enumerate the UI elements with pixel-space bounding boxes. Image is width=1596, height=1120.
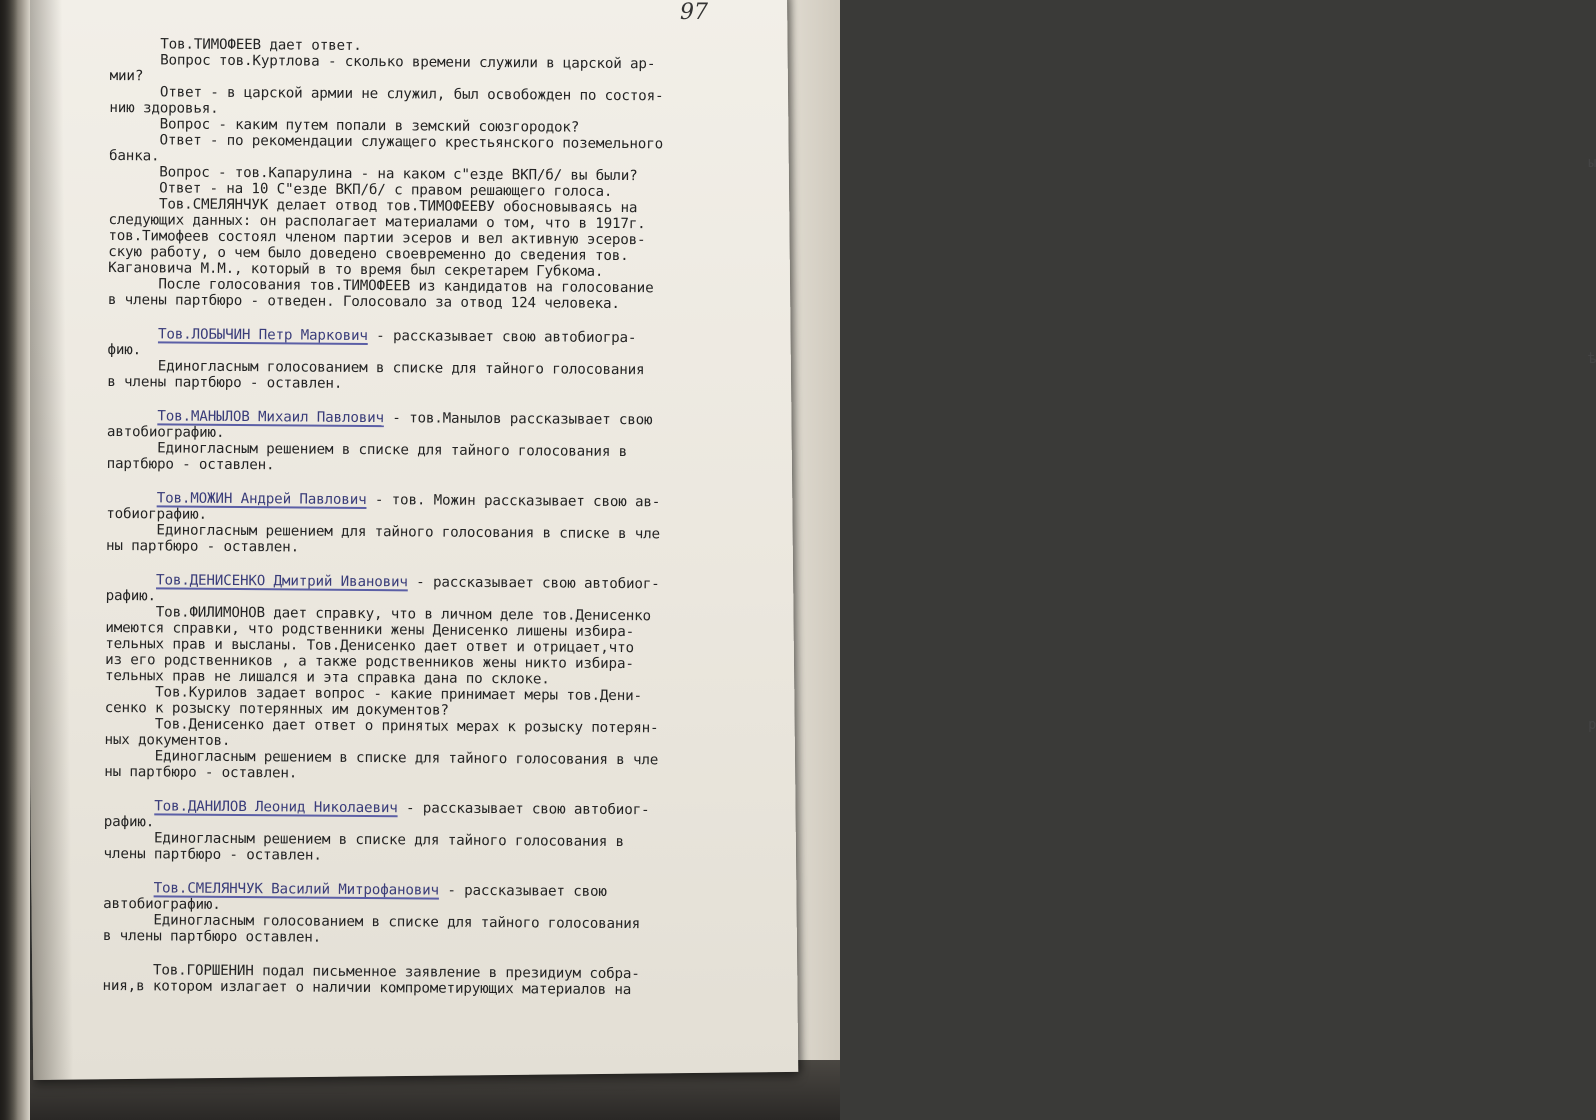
- text-line: в члены партбюро - оставлен.: [107, 373, 343, 392]
- text-line: имеются справки, что родственники жены Денисенко лишены избира-: [105, 619, 635, 641]
- text-line: Ответ - на 10 С"езде ВКП/б/ с правом решающего голоса.: [108, 179, 613, 200]
- text-line: банка.: [108, 147, 160, 165]
- text-line: Тов.ДЕНИСЕНКО Дмитрий Иванович - рассказывает свою автобиог-: [156, 572, 660, 593]
- text-line: Тов.ФИЛИМОНОВ дает справку, что в личном деле тов.Денисенко: [105, 603, 651, 625]
- paragraph-block: [104, 798, 764, 867]
- under-mark: ы: [1588, 155, 1596, 171]
- text-line: члены партбюро - оставлен.: [103, 845, 322, 864]
- text-line: Единогласным решением в списке для тайного голосования в чле: [104, 747, 659, 769]
- text-line: Тов.МАНЫЛОВ Михаил Павлович - тов.Манылов рассказывает свою: [157, 408, 653, 429]
- text-line: тобиографию.: [106, 505, 208, 523]
- text-line: из его родственников , а также родственников жены никто избира-: [105, 651, 634, 673]
- text-line: ния,в котором излагает о наличии компрометирующих материалов на: [102, 977, 632, 999]
- paragraph-block: [108, 36, 770, 313]
- underlined-candidate-name: Тов.ДЕНИСЕНКО Дмитрий Иванович: [156, 572, 408, 591]
- under-mark: ѣ: [1588, 351, 1596, 367]
- page-number-stamp: 97: [680, 0, 708, 25]
- text-line: Единогласным голосованием в списке для тайного голосования: [102, 911, 641, 933]
- text-line: Вопрос тов.Куртлова - сколько времени служили в царской ар-: [109, 51, 656, 73]
- text-line: следующих данных: он располагает материалами о том, что в 1917г.: [108, 211, 646, 233]
- text-line: скую работу, о чем было доведено своевременно до сведения тов.: [108, 243, 629, 265]
- text-line: автобиографию.: [106, 423, 225, 441]
- text-line: Тов.ЛОБЫЧИН Петр Маркович - рассказывает свою автобиогра-: [157, 326, 637, 347]
- text-line: Единогласным решением в списке для тайного голосования в: [103, 829, 625, 851]
- text-line: Тов.СМЕЛЯНЧУК Василий Митрофанович - рассказывает свою: [153, 880, 607, 900]
- paragraph-block: [107, 326, 767, 395]
- text-line: фию.: [107, 341, 142, 359]
- text-line: Тов.ГОРШЕНИН подал письменное заявление в президиум собра-: [102, 961, 640, 983]
- text-line: Тов.ДАНИЛОВ Леонид Николаевич - рассказывает свою автобиог-: [154, 798, 650, 819]
- text-line: в члены партбюро - отведен. Голосовало за отвод 124 человека.: [107, 291, 620, 313]
- text-line: Тов.СМЕЛЯНЧУК делает отвод тов.ТИМОФЕЕВУ обосновываясь на: [108, 195, 638, 217]
- text-line: в члены партбюро оставлен.: [102, 927, 322, 946]
- text-line: Тов.ТИМОФЕЕВ дает ответ.: [109, 36, 362, 54]
- text-line: тельных прав и высланы. Тов.Денисенко дает ответ и отрицает,что: [105, 635, 634, 657]
- text-line: Ответ - в царской армии не служил, был освобожден по состоя-: [109, 83, 664, 105]
- typed-text: [102, 36, 770, 999]
- paragraph-block: [106, 490, 766, 559]
- text-line: автобиографию.: [103, 895, 221, 913]
- binding-spine: [0, 0, 30, 1120]
- text-line: Единогласным решением для тайного голосования в списке в чле: [106, 521, 661, 543]
- text-line: партбюро - оставлен.: [106, 455, 275, 474]
- text-line: Единогласным голосованием в списке для тайного голосования: [107, 357, 645, 379]
- underlined-candidate-name: Тов.СМЕЛЯНЧУК Василий Митрофанович: [153, 880, 440, 899]
- text-line: нию здоровья.: [109, 99, 219, 117]
- text-line: рафию.: [103, 813, 155, 831]
- text-line: тельных прав не лишался и эта справка дана по склоке.: [104, 667, 550, 688]
- underlined-candidate-name: Тов.ДАНИЛОВ Леонид Николаевич: [154, 798, 398, 817]
- text-line: ны партбюро - оставлен.: [105, 537, 300, 556]
- text-line: ны партбюро - оставлен.: [104, 763, 298, 782]
- underlying-page-marks: [1588, 150, 1596, 738]
- paragraph-block: [103, 880, 763, 949]
- text-line: мии?: [109, 67, 144, 85]
- text-line: ных документов.: [104, 731, 231, 749]
- underlined-candidate-name: Тов.МОЖИН Андрей Павлович: [156, 490, 367, 509]
- text-line: Тов.МОЖИН Андрей Павлович - тов. Можин рассказывает свою ав-: [156, 490, 661, 511]
- text-line: рафию.: [105, 587, 157, 605]
- text-line: Ответ - по рекомендации служащего крестьянского поземельного: [109, 131, 664, 153]
- underlined-candidate-name: Тов.ЛОБЫЧИН Петр Маркович: [157, 326, 368, 345]
- text-line: Вопрос - тов.Капарулина - на каком с"езде ВКП/б/ вы были?: [108, 163, 638, 185]
- text-line: Кагановича М.М., который в то время был секретарем Губкома.: [108, 259, 604, 280]
- text-line: сенко к розыску потерянных им документов?: [104, 699, 449, 719]
- text-line: Единогласным решением в списке для тайного голосования в: [106, 439, 628, 461]
- text-line: Вопрос - каким путем попали в земский союзгородок?: [109, 115, 580, 136]
- text-line: Тов.Денисенко дает ответ о принятых мерах к розыску потерян-: [104, 715, 659, 737]
- under-mark: р: [1588, 717, 1596, 733]
- text-line: Тов.Курилов задает вопрос - какие принимает меры тов.Дени-: [104, 683, 642, 705]
- underlined-candidate-name: Тов.МАНЫЛОВ Михаил Павлович: [157, 408, 385, 427]
- paragraph-block: [102, 962, 762, 999]
- document-body: [102, 36, 770, 999]
- paragraph-block: [104, 572, 766, 785]
- text-line: тов.Тимофеев состоял членом партии эсеров и вел активную эсеров-: [108, 227, 646, 249]
- paragraph-block: [107, 408, 767, 477]
- text-line: После голосования тов.ТИМОФЕЕВ из кандидатов на голосование: [107, 275, 654, 297]
